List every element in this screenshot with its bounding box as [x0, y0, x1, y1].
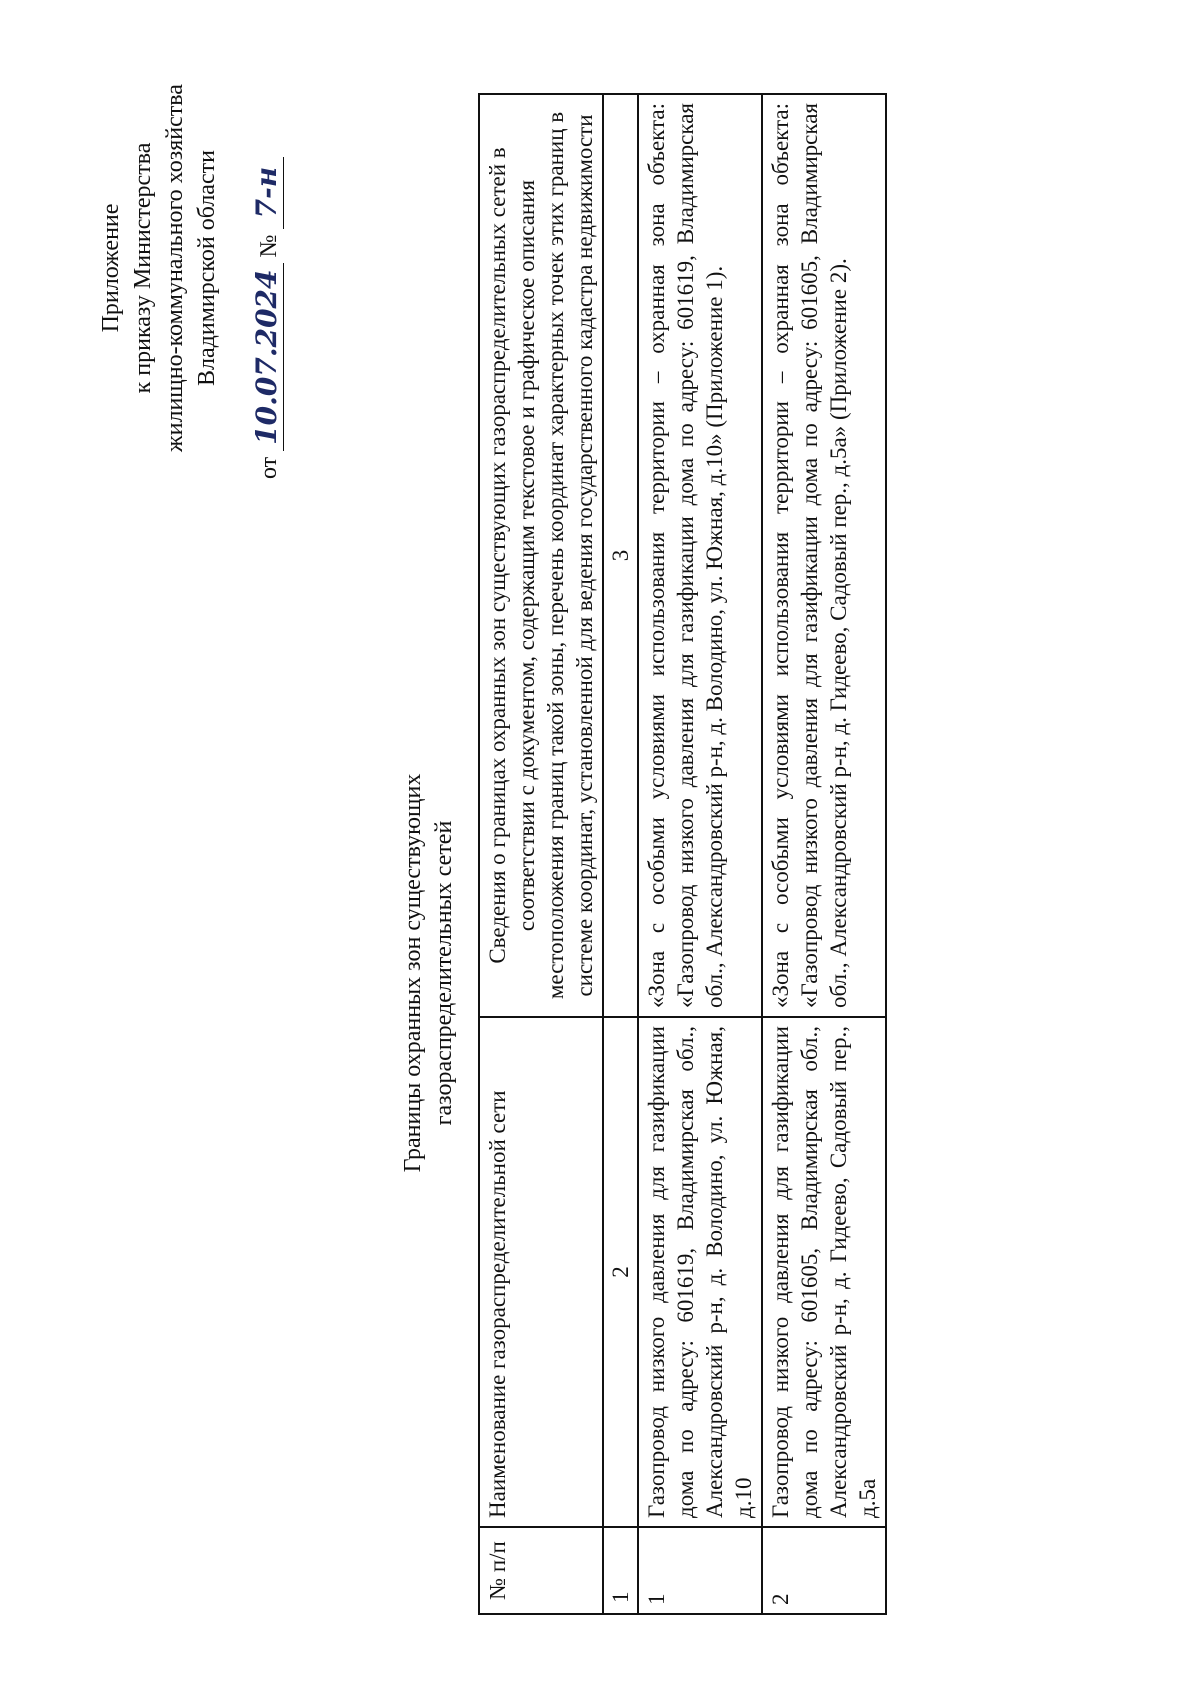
- order-number: 7-н: [251, 157, 284, 229]
- order-date: 10.07.2024: [251, 263, 284, 450]
- column-number-1: 1: [603, 1527, 638, 1614]
- column-number-row: [603, 94, 638, 1614]
- row-network-name: Газопровод низкого давления для газификации дома по адресу: 601605, Владимирская обл., Александровский р-н, д. Гидеево, Садовый пер., д.5а: [762, 1017, 886, 1527]
- header-line-region: Владимирской области: [194, 150, 220, 386]
- row-zone-info: «Зона с особыми условиями использования территории – охранная зона объекта: «Газопровод низкого давления для газификации дома по адресу: 601605, Владимирская обл., Александровский р-н, д. Гидеево, Садовый пер., д.5а» (Приложение 2).: [762, 94, 886, 1017]
- column-number-3: 3: [603, 94, 638, 1017]
- title-line-2: газораспределительных сетей: [431, 820, 457, 1126]
- row-network-name: Газопровод низкого давления для газификации дома по адресу: 601619, Владимирская обл., Александровский р-н, д. Володино, ул. Южная, д.10: [638, 1017, 762, 1527]
- row-number: 1: [638, 1527, 762, 1614]
- zones-table: [478, 93, 887, 1615]
- header-network-name: Наименование газораспределительной сети: [479, 1017, 603, 1527]
- row-number: 2: [762, 1527, 886, 1614]
- appendix-header: [95, 53, 285, 483]
- document-title: [398, 523, 460, 1423]
- header-number: № п/п: [479, 1527, 603, 1614]
- column-number-2: 2: [603, 1017, 638, 1527]
- table-header-row: [479, 94, 603, 1614]
- header-line-order: к приказу Министерства: [130, 142, 156, 394]
- table-row: [762, 94, 886, 1614]
- from-label: от: [256, 456, 282, 479]
- header-zone-info: Сведения о границах охранных зон существующих газораспределительных сетей в соответствии с документом, содержащим текстовое и графическое описания местоположения границ такой зоны, перечень координат характерных точек этих границ в системе координат, установленной для ведения государственного кадастра недвижимости: [479, 94, 603, 1017]
- number-label: №: [256, 234, 282, 258]
- order-date-number: [251, 53, 285, 483]
- table-row: [638, 94, 762, 1614]
- header-line-appendix: Приложение: [98, 203, 124, 333]
- header-line-ministry: жилищно-коммунального хозяйства: [162, 84, 188, 452]
- row-zone-info: «Зона с особыми условиями использования территории – охранная зона объекта: «Газопровод низкого давления для газификации дома по адресу: 601619, Владимирская обл., Александровский р-н, д. Володино, ул. Южная, д.10» (Приложение 1).: [638, 94, 762, 1017]
- title-line-1: Границы охранных зон существующих: [400, 773, 426, 1173]
